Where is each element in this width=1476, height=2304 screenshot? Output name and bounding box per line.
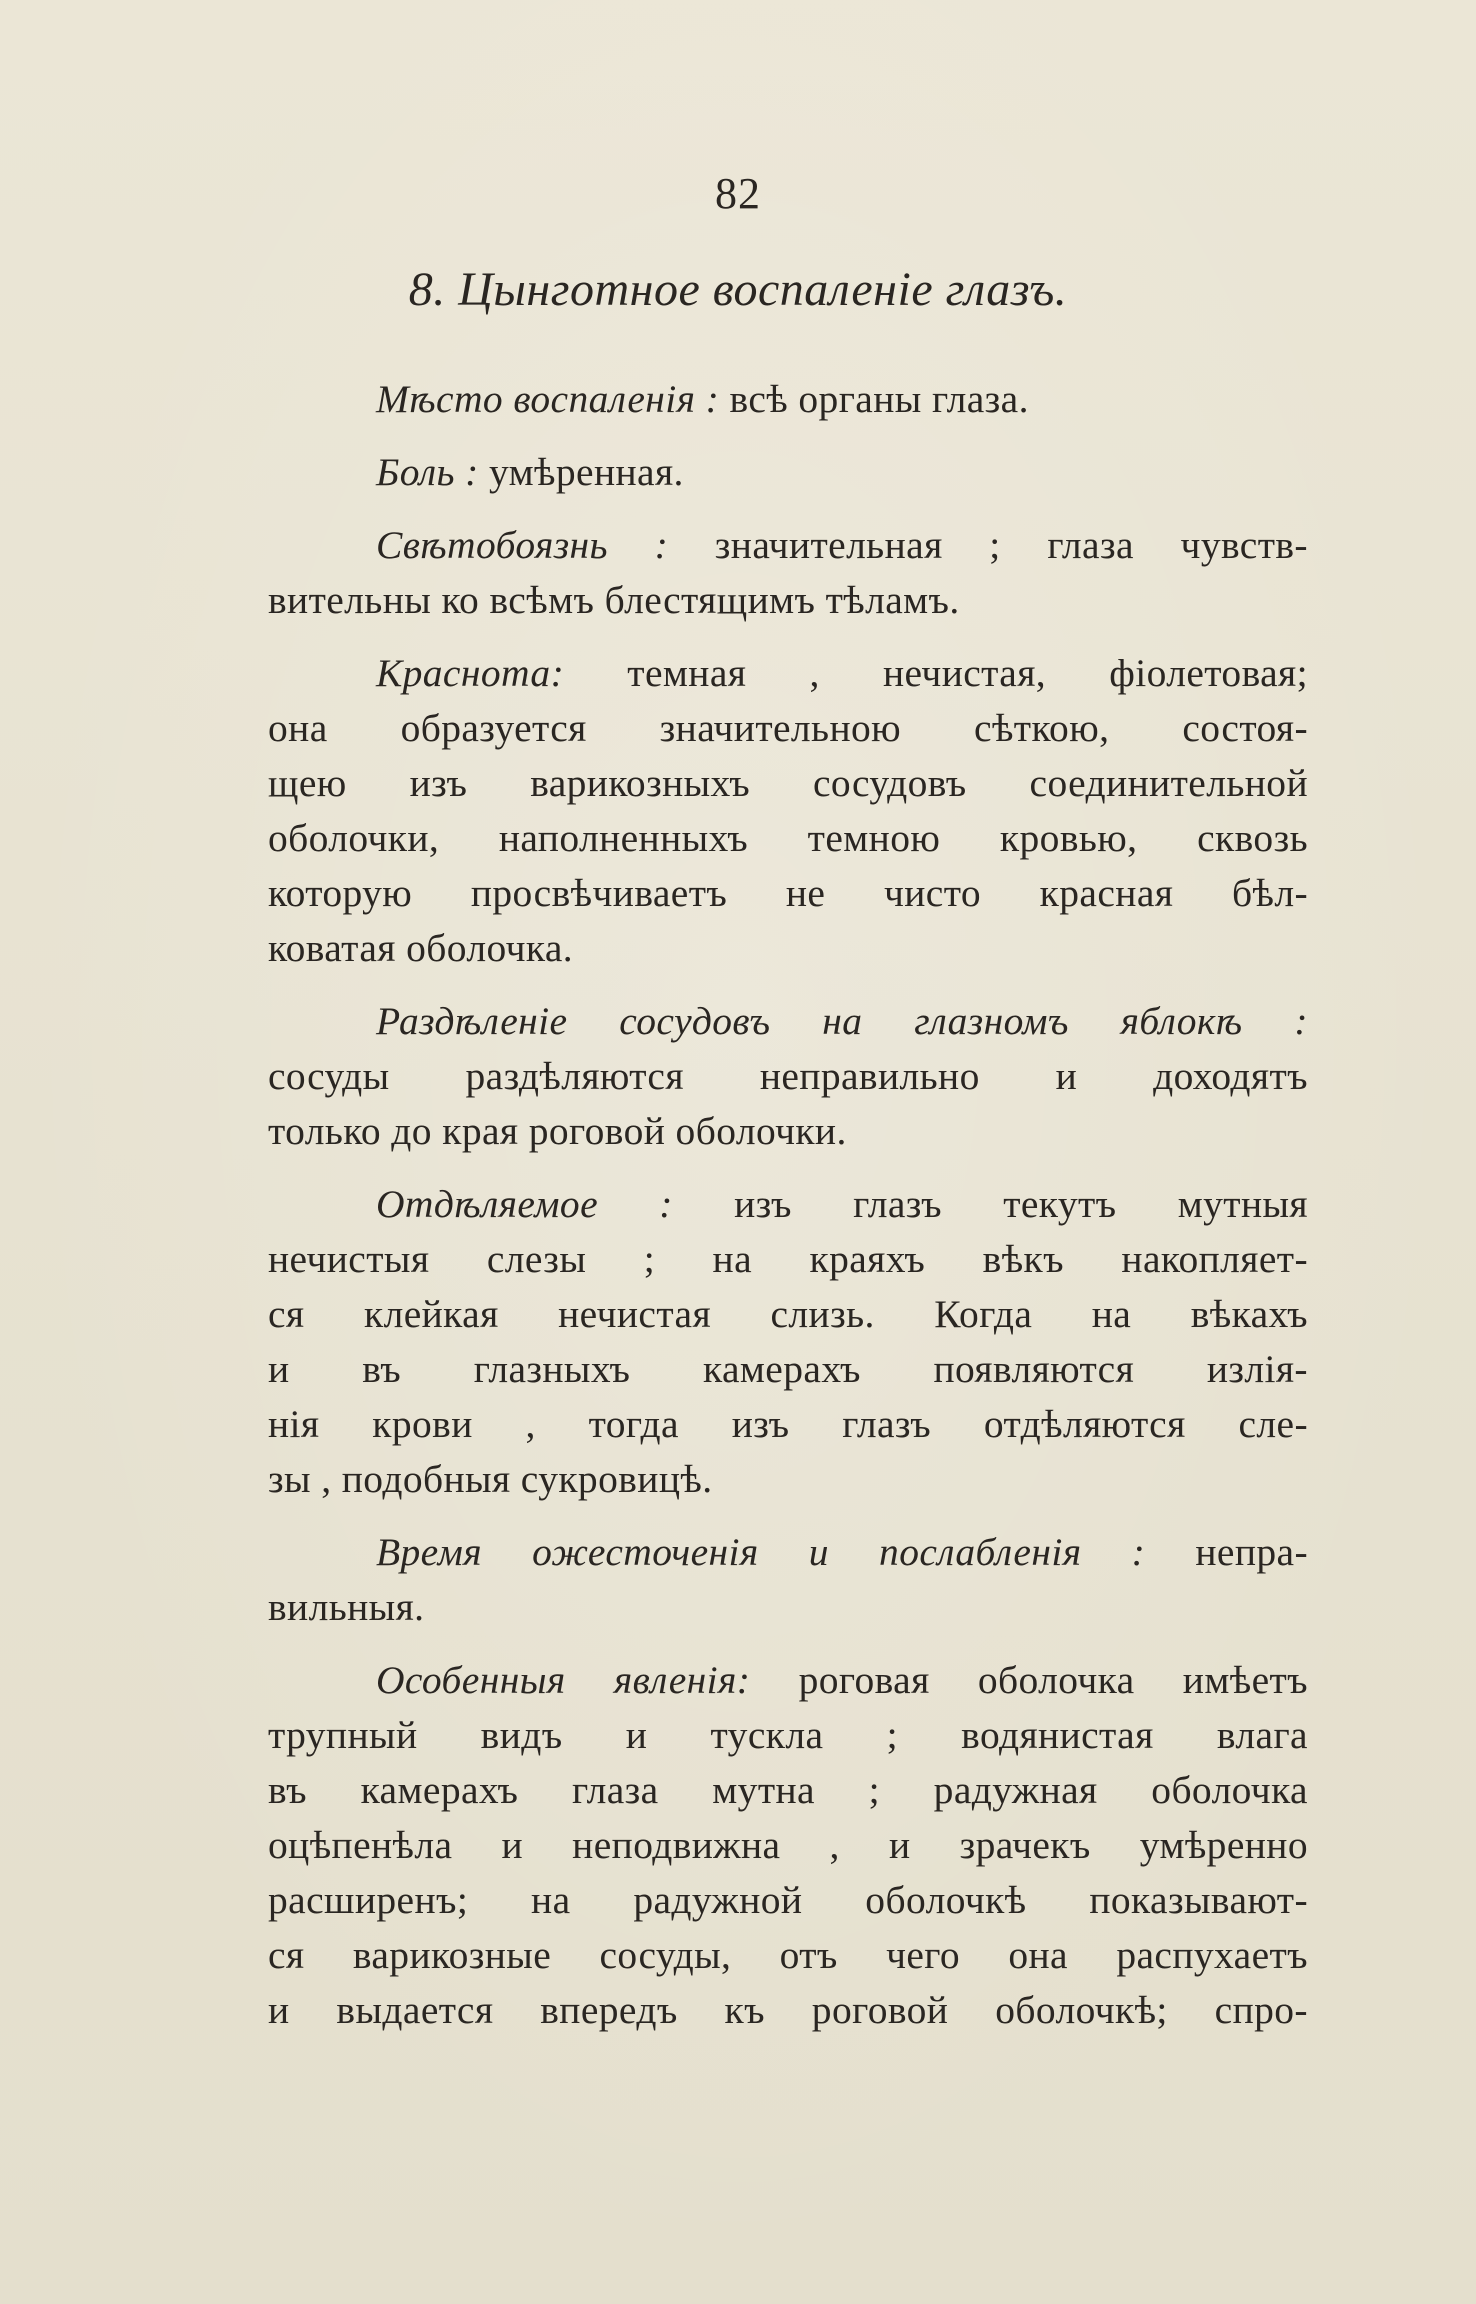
text-line: которую просвѣчиваетъ не чисто красная бѣл-	[268, 871, 1308, 915]
paragraph-location	[268, 372, 1308, 427]
term-text: всѣ органы глаза.	[729, 377, 1029, 421]
text-line: въ камерахъ глаза мутна ; радужная оболочка	[268, 1768, 1308, 1812]
text-line: щею изъ варикозныхъ сосудовъ соединительной	[268, 761, 1308, 805]
text-line	[268, 1525, 1308, 1580]
term-text: изъ глазъ текутъ мутныя	[734, 1182, 1308, 1226]
text-line: нечистыя слезы ; на краяхъ вѣкъ накопляет-	[268, 1237, 1308, 1281]
text-line: ся клейкая нечистая слизь. Когда на вѣкахъ	[268, 1292, 1308, 1336]
term-text: темная , нечистая, фіолетовая;	[627, 651, 1308, 695]
text-line	[268, 646, 1308, 701]
text-line: коватая оболочка.	[268, 926, 574, 970]
text-line: оболочки, наполненныхъ темною кровью, сквозь	[268, 816, 1308, 860]
term-label: Особенныя явленія:	[376, 1658, 751, 1702]
page-number: 82	[715, 169, 761, 218]
text-line: вильныя.	[268, 1585, 425, 1629]
text-line: и въ глазныхъ камерахъ появляются излія-	[268, 1347, 1308, 1391]
text-line: и выдается впередъ къ роговой оболочкѣ; спро-	[268, 1988, 1308, 2032]
paragraph-special-phenomena	[268, 1653, 1308, 2038]
text-line	[268, 1653, 1308, 1708]
term-label: Мѣсто воспаленія :	[376, 377, 720, 421]
text-line	[268, 994, 1308, 1049]
text-line	[268, 372, 1308, 427]
text-line	[268, 1177, 1308, 1232]
text-line: трупный видъ и тускла ; водянистая влага	[268, 1713, 1308, 1757]
text-line: сосуды раздѣляются неправильно и доходятъ	[268, 1054, 1308, 1098]
term-text: непра-	[1195, 1530, 1309, 1574]
text-line: ся варикозные сосуды, отъ чего она распухаетъ	[268, 1933, 1308, 1977]
paragraph-photophobia	[268, 518, 1308, 628]
term-label: Раздѣленіе сосудовъ на глазномъ яблокѣ :	[376, 999, 1308, 1043]
paragraph-pain	[268, 445, 1308, 500]
term-text: значительная ; глаза чувств-	[714, 523, 1308, 567]
paragraph-vessel-distribution	[268, 994, 1308, 1159]
term-label: Отдѣляемое :	[376, 1182, 673, 1226]
term-text: умѣренная.	[488, 450, 684, 494]
text-line: она образуется значительною сѣткою, состоя-	[268, 706, 1308, 750]
text-line: вительны ко всѣмъ блестящимъ тѣламъ.	[268, 578, 960, 622]
text-line: зы , подобныя сукровицѣ.	[268, 1457, 713, 1501]
paragraph-exacerbation-time	[268, 1525, 1308, 1635]
term-label: Краснота:	[376, 651, 565, 695]
text-line: только до края роговой оболочки.	[268, 1109, 847, 1153]
paragraph-redness	[268, 646, 1308, 976]
text-line: оцѣпенѣла и неподвижна , и зрачекъ умѣренно	[268, 1823, 1308, 1867]
term-label: Свѣтобоязнь :	[376, 523, 669, 567]
paragraph-discharge	[268, 1177, 1308, 1507]
text-line: нія крови , тогда изъ глазъ отдѣляются сле-	[268, 1402, 1308, 1446]
text-line	[268, 518, 1308, 573]
text-line	[268, 445, 1308, 500]
term-label: Время ожесточенія и послабленія :	[376, 1530, 1146, 1574]
term-label: Боль :	[376, 450, 479, 494]
section-heading: 8. Цынготное воспаленіе глазъ.	[408, 263, 1068, 316]
term-text: роговая оболочка имѣетъ	[798, 1658, 1309, 1702]
text-line: расширенъ; на радужной оболочкѣ показывают-	[268, 1878, 1308, 1922]
body-text	[268, 372, 1308, 2056]
